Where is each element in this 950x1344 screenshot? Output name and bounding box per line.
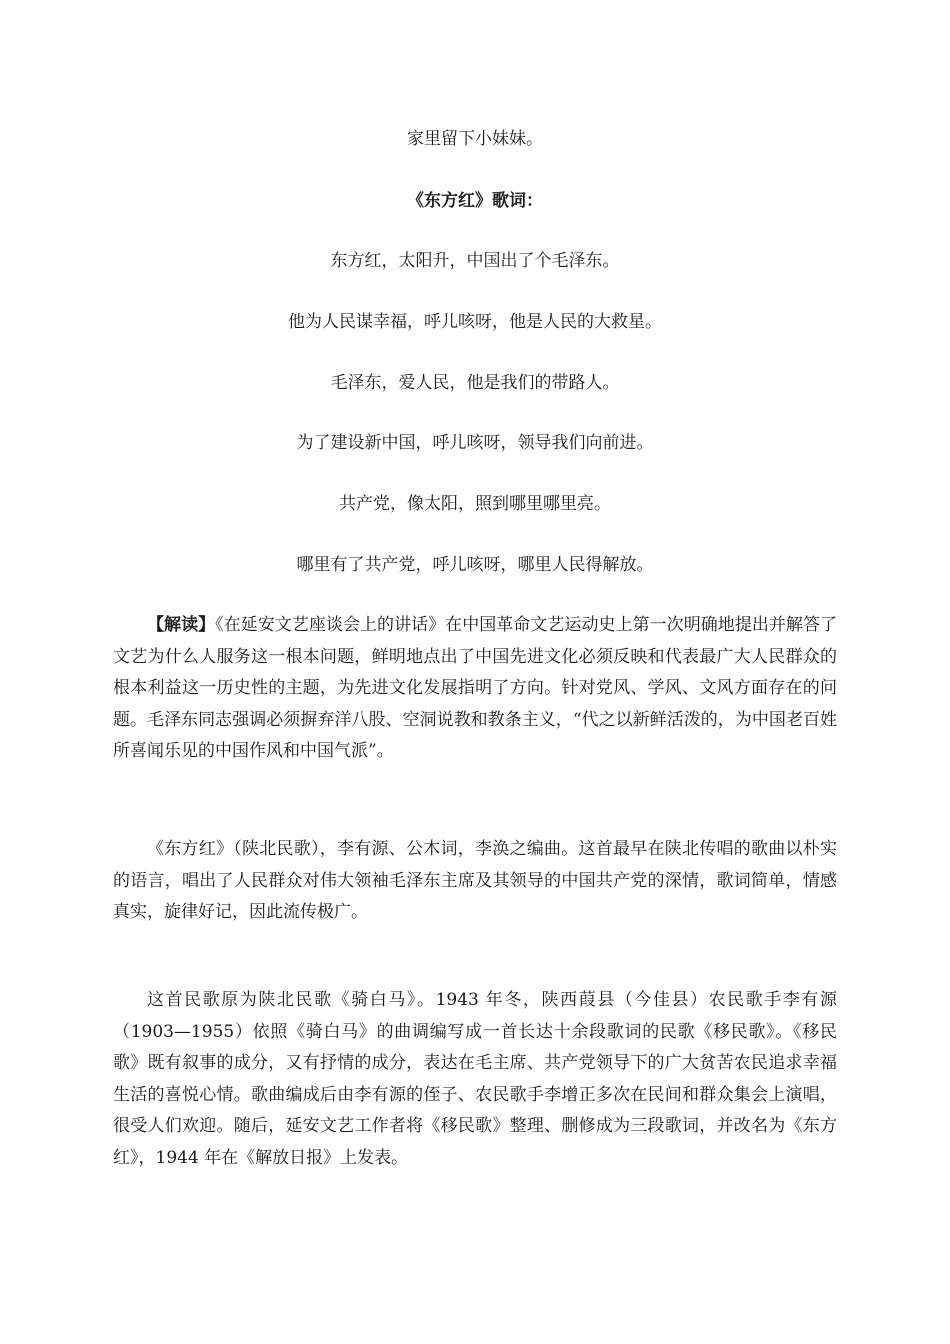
interpretation-text: 《在延安文艺座谈会上的讲话》在中国革命文艺运动史上第一次明确地提出并解答了文艺为什么人服务这一根本问题，鲜明地点出了中国先进文化必须反映和代表最广大人民群众的根本利益这一历史性的主题，为先进文化发展指明了方向。针对党风、学风、文风方面存在的问题。毛泽东同志强调必须摒弃洋八股、空洞说教和教条主义，“代之以新鲜活泼的，为中国老百姓所喜闻乐见的中国作风和中国气派”。 xyxy=(113,615,838,761)
interpretation-label: 【解读】 xyxy=(147,615,216,635)
lyric-line: 东方红，太阳升，中国出了个毛泽东。 xyxy=(330,251,620,271)
song-paragraph: 《东方红》（陕北民歌），李有源、公木词，李涣之编曲。这首最早在陕北传唱的歌曲以朴实的语言，唱出了人民群众对伟大领袖毛泽东主席及其领导的中国共产党的深情，歌词简单，情感真实，旋律好记，因此流传极广。 xyxy=(113,839,837,922)
intro-line: 家里留下小妹妹。 xyxy=(407,129,543,149)
lyric-line: 毛泽东，爱人民，他是我们的带路人。 xyxy=(330,373,620,393)
lyric-line: 哪里有了共产党，呼儿咳呀，哪里人民得解放。 xyxy=(296,555,654,575)
lyric-line: 他为人民谋幸福，呼儿咳呀，他是人民的大救星。 xyxy=(288,312,662,332)
interpretation-paragraph xyxy=(113,610,837,768)
lyrics-heading: 《东方红》歌词： xyxy=(407,191,543,211)
lyric-line: 共产党，像太阳，照到哪里哪里亮。 xyxy=(339,494,611,514)
lyric-line: 为了建设新中国，呼儿咳呀，领导我们向前进。 xyxy=(296,433,654,453)
origin-paragraph: 这首民歌原为陕北民歌《骑白马》。1943 年冬，陕西葭县（今佳县）农民歌手李有源（1903—1955）依照《骑白马》的曲调编写成一首长达十余段歌词的民歌《移民歌》。《移民歌》既有叙事的成分，又有抒情的成分，表达在毛主席、共产党领导下的广大贫苦农民追求幸福生活的喜悦心情。歌曲编成后由李有源的侄子、农民歌手李增正多次在民间和群众集会上演唱，很受人们欢迎。随后，延安文艺工作者将《移民歌》整理、删修成为三段歌词，并改名为《东方红》，1944 年在《解放日报》上发表。 xyxy=(113,990,837,1168)
